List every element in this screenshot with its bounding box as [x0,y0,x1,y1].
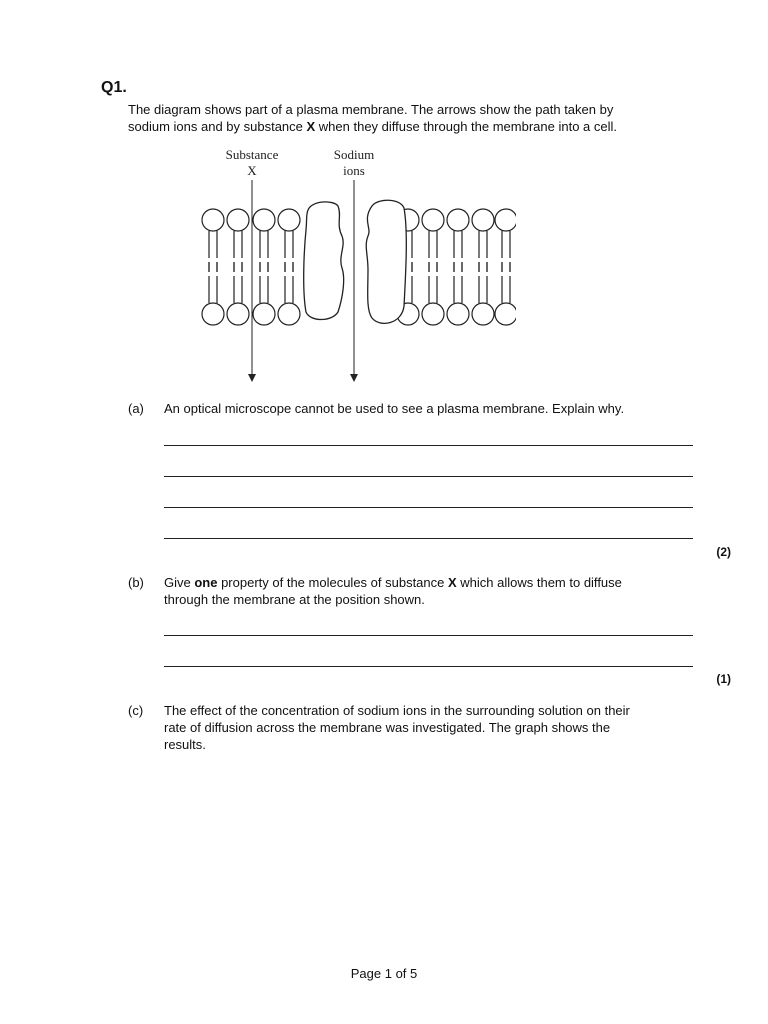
part-c-letter: (c) [128,703,144,718]
answer-line-a1[interactable] [164,445,693,446]
answer-line-a3[interactable] [164,507,693,508]
bold-x: X [447,575,457,590]
phospholipid-head [202,209,224,231]
part-b-text: Give [164,575,195,590]
part-b-text-line-2: through the membrane at the position shown. [164,592,425,607]
phospholipid-head [447,209,469,231]
answer-line-a4[interactable] [164,538,693,539]
substance-x-bold: X [306,119,316,134]
part-b-letter: (b) [128,575,144,590]
part-b-text-mid: property of the molecules of substance [217,575,448,590]
part-b-text-line-1 [164,574,694,591]
answer-line-b1[interactable] [164,635,693,636]
phospholipid-head [447,303,469,325]
part-b-text-end: which allows them to diffuse [456,575,622,590]
phospholipid-head [472,303,494,325]
answer-line-a2[interactable] [164,476,693,477]
label-sodium: Sodium [333,147,375,162]
phospholipid-head [227,209,249,231]
part-a-letter: (a) [128,401,144,416]
phospholipid-head [472,209,494,231]
phospholipid-bilayer [202,209,516,325]
arrow-down-icon [350,374,358,382]
part-c-line-1: The effect of the concentration of sodium ions in the surrounding solution on their [164,703,630,718]
bold-one: one [194,575,218,590]
channel-protein-left [304,202,344,320]
intro-text: sodium ions and by substance [128,119,307,134]
phospholipid-head [253,303,275,325]
phospholipid-head [253,209,275,231]
page-number: Page 1 of 5 [350,966,418,981]
phospholipid-head [202,303,224,325]
intro-line-1: The diagram shows part of a plasma membrane. The arrows show the path taken by [128,102,614,117]
part-c-line-3: results. [164,737,206,752]
arrow-down-icon [248,374,256,382]
phospholipid-head [422,209,444,231]
intro-line-2 [128,118,688,135]
phospholipid-head [422,303,444,325]
label-substance: Substance [225,147,279,162]
question-number: Q1. [101,79,127,96]
phospholipid-head [278,303,300,325]
phospholipid-head [227,303,249,325]
part-a-text: An optical microscope cannot be used to see a plasma membrane. Explain why. [164,401,625,416]
part-b-marks: (1) [716,672,731,686]
part-a-marks: (2) [716,545,731,559]
intro-text-end: when they diffuse through the membrane into a cell. [315,119,618,134]
channel-protein-right [366,200,406,323]
phospholipid-head [495,303,516,325]
part-c-line-2: rate of diffusion across the membrane was investigated. The graph shows the [164,720,611,735]
label-x: X [247,163,257,178]
label-ions: ions [343,163,365,178]
plasma-membrane-diagram [196,140,516,390]
answer-line-b2[interactable] [164,666,693,667]
phospholipid-head [278,209,300,231]
phospholipid-head [495,209,516,231]
